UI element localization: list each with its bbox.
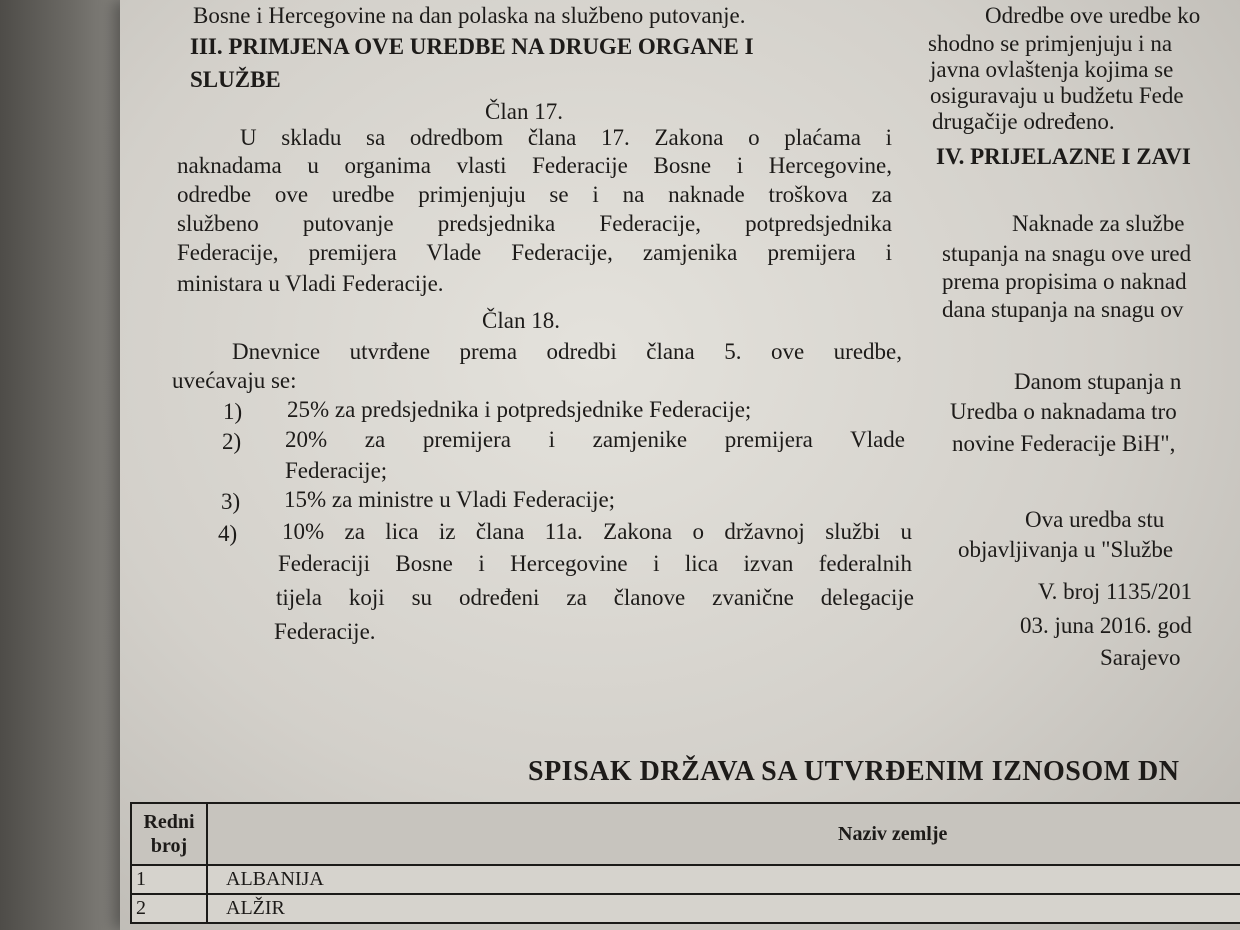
right-para-1: Odredbe ove uredbe ko [985, 3, 1201, 28]
article-17-line: službeno putovanje predsjednika Federacije, potpredsjednika [177, 211, 892, 236]
row-number: 1 [131, 865, 207, 894]
table-header-row [131, 803, 1240, 865]
document-place: Sarajevo [1100, 645, 1181, 670]
right-para-2: prema propisima o naknad [942, 269, 1187, 294]
article-18-line: Dnevnice utvrđene prema odredbi člana 5. ove uredbe, [232, 339, 902, 364]
list-item-text: Federacije. [274, 619, 376, 644]
countries-table [130, 802, 1240, 924]
section-heading-3-cont: SLUŽBE [190, 67, 281, 92]
article-17-line: Federacije, premijera Vlade Federacije, zamjenika premijera i [177, 240, 892, 265]
right-para-1: shodno se primjenjuju i na [928, 31, 1173, 56]
binder-edge [0, 0, 135, 930]
list-title: SPISAK DRŽAVA SA UTVRĐENIM IZNOSOM DN [528, 756, 1180, 787]
right-para-2: stupanja na snagu ove ured [942, 241, 1192, 266]
list-item-number: 3) [221, 489, 241, 514]
list-item-number: 4) [218, 521, 238, 546]
article-17-line: odredbe ove uredbe primjenjuju se i na naknade troškova za [177, 182, 892, 207]
section-heading-4: IV. PRIJELAZNE I ZAVI [936, 144, 1191, 169]
section-heading-3: III. PRIMJENA OVE UREDBE NA DRUGE ORGANE I [190, 34, 754, 59]
column-header-country: Naziv zemlje [207, 803, 1240, 865]
document-date: 03. juna 2016. god [1020, 613, 1192, 638]
document-number: V. broj 1135/201 [1038, 579, 1192, 604]
list-item-text: 15% za ministre u Vladi Federacije; [284, 487, 616, 512]
right-para-1: osiguravaju u budžetu Fede [930, 83, 1184, 108]
list-item-text: 25% za predsjednika i potpredsjednike Federacije; [287, 397, 752, 422]
right-para-4: Ova uredba stu [1025, 507, 1165, 532]
top-line: Bosne i Hercegovine na dan polaska na službeno putovanje. [193, 3, 746, 28]
right-para-3: novine Federacije BiH", [952, 431, 1176, 456]
column-header-number-line2: broj [150, 835, 188, 857]
right-para-3: Danom stupanja n [1014, 369, 1182, 394]
right-para-1: javna ovlaštenja kojima se [930, 57, 1174, 82]
row-country: ALBANIJA [207, 865, 1240, 894]
right-para-2: Naknade za službe [1012, 211, 1185, 236]
right-para-4: objavljivanja u "Službe [958, 537, 1174, 562]
row-number: 2 [131, 894, 207, 923]
list-item-number: 2) [222, 429, 242, 454]
article-17-line: naknadama u organima vlasti Federacije Bosne i Hercegovine, [177, 153, 892, 178]
right-para-1: drugačije određeno. [932, 109, 1115, 134]
table-row [131, 865, 1240, 894]
article-17-line: U skladu sa odredbom člana 17. Zakona o plaćama i [240, 125, 892, 150]
column-header-number-line1: Redni [143, 811, 195, 833]
column-header-number [131, 803, 207, 865]
list-item-number: 1) [223, 399, 243, 424]
list-item-text: tijela koji su određeni za članove zvanične delegacije [276, 585, 914, 610]
list-item-text: Federaciji Bosne i Hercegovine i lica izvan federalnih [278, 551, 912, 576]
article-18-line: uvećavaju se: [172, 368, 297, 393]
list-item-text: 10% za lica iz člana 11a. Zakona o državnoj službi u [282, 519, 912, 544]
article-17-line: ministara u Vladi Federacije. [177, 271, 444, 296]
article-18-title: Član 18. [482, 308, 560, 333]
row-country: ALŽIR [207, 894, 1240, 923]
list-item-text: Federacije; [285, 458, 388, 483]
list-item-text: 20% za premijera i zamjenike premijera Vlade [285, 427, 905, 452]
article-17-title: Član 17. [485, 99, 563, 124]
table-row [131, 894, 1240, 923]
right-para-2: dana stupanja na snagu ov [942, 297, 1184, 322]
right-para-3: Uredba o naknadama tro [950, 399, 1177, 424]
